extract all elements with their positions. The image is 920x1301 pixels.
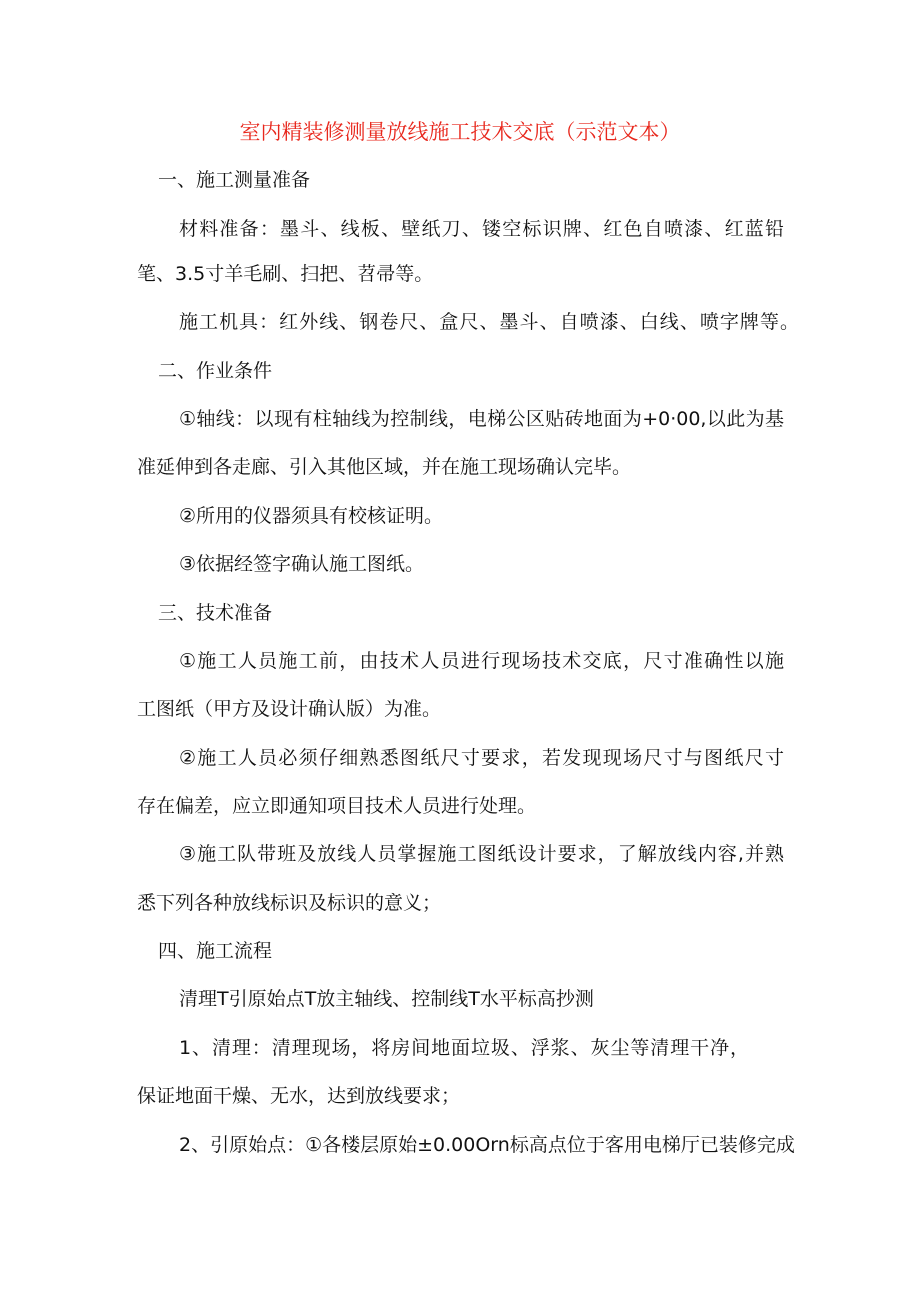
paragraph-line: ②施工人员必须仔细熟悉图纸尺寸要求，若发现现场尺寸与图纸尺寸 bbox=[179, 747, 784, 769]
paragraph-line: 悉下列各种放线标识及标识的意义； bbox=[137, 892, 442, 914]
paragraph-line: 工图纸（甲方及设计确认版）为准。 bbox=[137, 698, 442, 720]
paragraph-line: ①施工人员施工前，由技术人员进行现场技术交底，尺寸准确性以施 bbox=[179, 650, 784, 672]
section-heading-1: 一、施工测量准备 bbox=[158, 169, 311, 191]
paragraph-line: ③施工队带班及放线人员掌握施工图纸设计要求，了解放线内容,并熟 bbox=[179, 843, 784, 865]
section-heading-2: 二、作业条件 bbox=[158, 360, 273, 382]
paragraph-line: ②所用的仪器须具有校核证明。 bbox=[179, 505, 444, 527]
paragraph-line: 材料准备：墨斗、线板、壁纸刀、镂空标识牌、红色自喷漆、红蓝铅 bbox=[179, 218, 784, 240]
section-heading-4: 四、施工流程 bbox=[158, 940, 273, 962]
paragraph-line: 保证地面干燥、无水，达到放线要求； bbox=[137, 1085, 461, 1107]
paragraph-line: 施工机具：红外线、钢卷尺、盒尺、墨斗、自喷漆、白线、喷字牌等。 bbox=[179, 311, 799, 333]
paragraph-line: 笔、3.5寸羊毛刷、扫把、苕帚等。 bbox=[137, 263, 434, 285]
section-heading-3: 三、技术准备 bbox=[158, 602, 273, 624]
paragraph-line: 2、引原始点：①各楼层原始±0.00Orn标高点位于客用电梯厅已装修完成 bbox=[179, 1134, 795, 1156]
paragraph-line: ①轴线：以现有柱轴线为控制线，电梯公区贴砖地面为+0·00,以此为基 bbox=[179, 408, 784, 430]
paragraph-line: 1、清理：清理现场，将房间地面垃圾、浮浆、灰尘等清理干净， bbox=[179, 1037, 749, 1059]
paragraph-line: 清理T引原始点T放主轴线、控制线T水平标高抄测 bbox=[179, 988, 594, 1010]
paragraph-line: ③依据经签字确认施工图纸。 bbox=[179, 553, 425, 575]
paragraph-line: 存在偏差，应立即通知项目技术人员进行处理。 bbox=[137, 795, 537, 817]
document-title: 室内精装修测量放线施工技术交底（示范文本） bbox=[239, 120, 681, 144]
paragraph-line: 准延伸到各走廊、引入其他区域，并在施工现场确认完毕。 bbox=[137, 456, 632, 478]
